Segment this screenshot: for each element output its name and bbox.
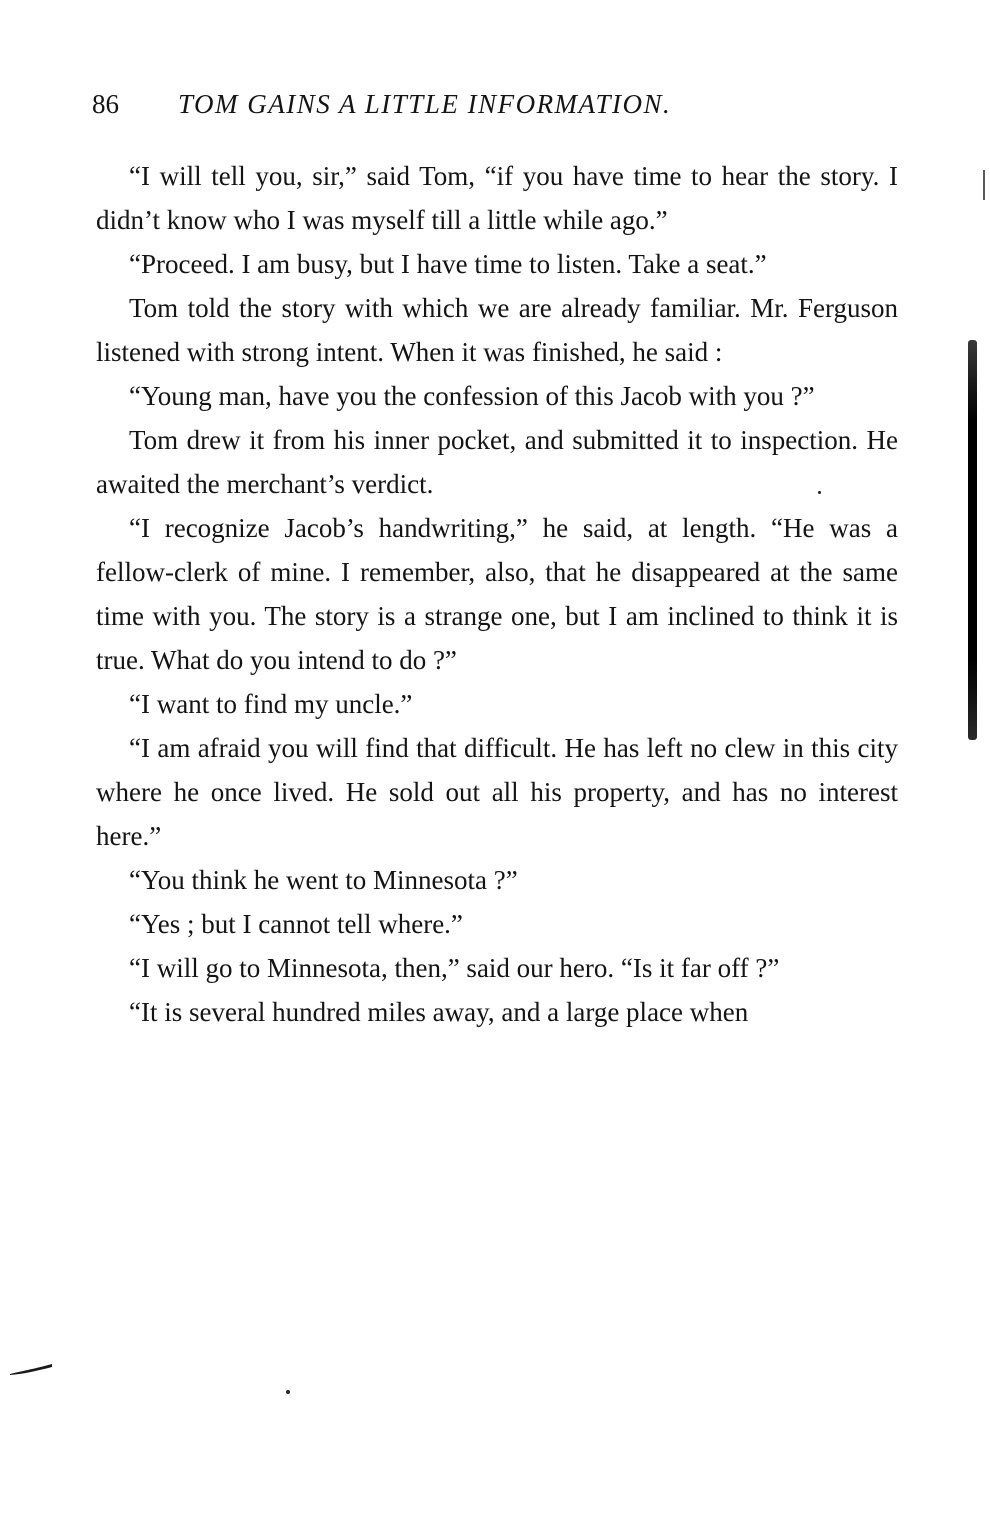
paragraph: “I will tell you, sir,” said Tom, “if you have time to hear the story. I didn’t know who I was myself till a little while ago.” [96, 161, 898, 235]
scan-dust-dot [286, 1390, 290, 1394]
paragraph: Tom drew it from his inner pocket, and submitted it to inspection. He awaited the merchant’s verdict. [96, 425, 898, 499]
running-title: TOM GAINS A LITTLE INFORMATION. [178, 89, 672, 119]
paragraph: “I want to find my uncle.” [129, 689, 413, 719]
scan-edge-shadow [968, 340, 977, 740]
paragraph: “I recognize Jacob’s handwriting,” he said, at length. “He was a fellow-clerk of mine. I remember, also, that he disappeared at the same time with you. The story is a strange one, but I am inclined to think it is true. What do you intend to do ?” [96, 513, 898, 675]
scan-edge-mark [983, 170, 985, 200]
scan-dust-dot [818, 491, 821, 494]
page-header [92, 84, 912, 124]
paragraph: “I will go to Minnesota, then,” said our hero. “Is it far off ?” [129, 953, 780, 983]
paragraph: “You think he went to Minnesota ?” [129, 865, 518, 895]
paragraph: “Proceed. I am busy, but I have time to listen. Take a seat.” [129, 249, 767, 279]
page-number: 86 [92, 89, 119, 119]
paragraph: Tom told the story with which we are already familiar. Mr. Ferguson listened with strong intent. When it was finished, he said : [96, 293, 898, 367]
paragraph: “It is several hundred miles away, and a large place when [129, 997, 749, 1027]
paragraph: “I am afraid you will find that difficult. He has left no clew in this city where he once lived. He sold out all his property, and has no interest here.” [96, 733, 898, 851]
scan-smudge-mark [8, 1362, 54, 1376]
paragraph: “Yes ; but I cannot tell where.” [129, 909, 463, 939]
text-body [96, 154, 898, 1034]
paragraph: “Young man, have you the confession of this Jacob with you ?” [129, 381, 815, 411]
